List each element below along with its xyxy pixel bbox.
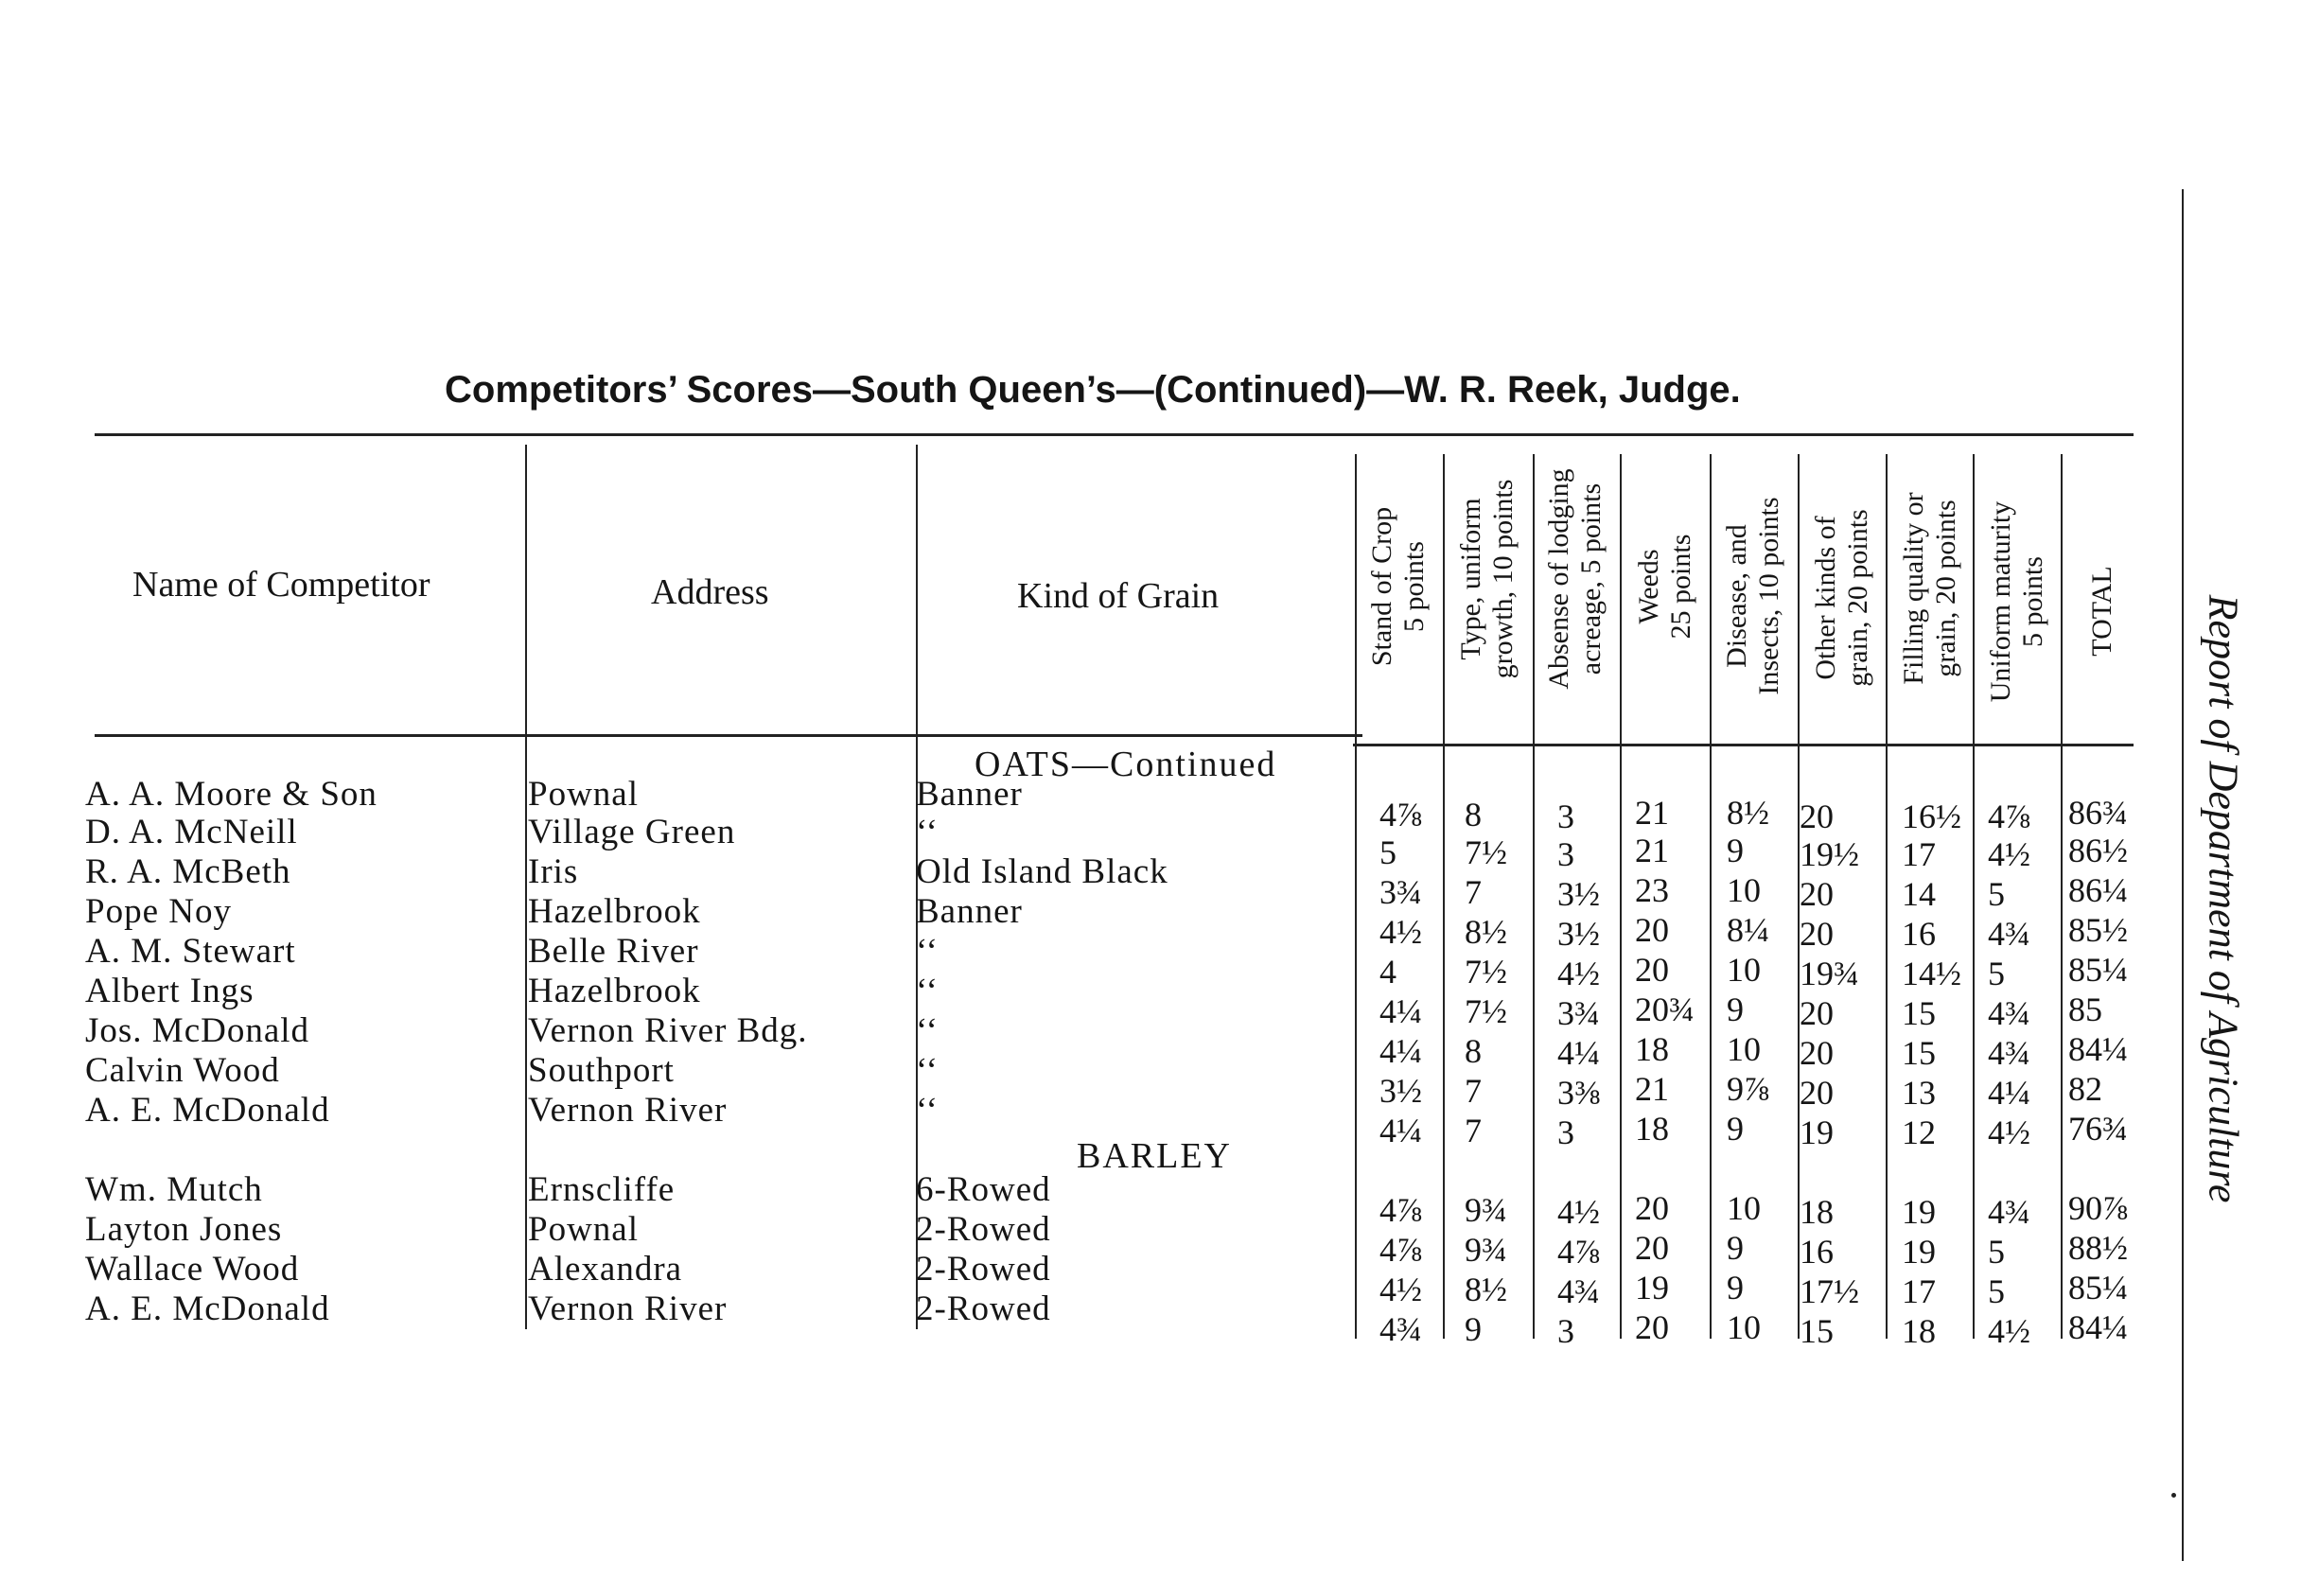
cell-score: 4¾ xyxy=(1379,1310,1422,1348)
cell-kind: Banner xyxy=(916,892,1023,931)
cell-address: Hazelbrook xyxy=(528,972,701,1010)
cell-score: 21 xyxy=(1635,794,1669,832)
cell-address: Village Green xyxy=(528,813,736,851)
cell-score: 85¼ xyxy=(2068,1269,2128,1307)
cell-score: 4½ xyxy=(1988,835,2030,873)
cell-kind: 6-Rowed xyxy=(916,1170,1051,1209)
cell-score: 14½ xyxy=(1902,955,1961,992)
cell-score: 17 xyxy=(1902,1272,1936,1310)
cell-address: Ernscliffe xyxy=(528,1170,676,1209)
cell-score: 4¼ xyxy=(1379,1032,1422,1070)
cell-score: 3 xyxy=(1557,1114,1574,1151)
cell-score: 19¾ xyxy=(1800,955,1859,992)
cell-score: 3¾ xyxy=(1379,873,1422,911)
cell-score: 20 xyxy=(1800,875,1834,913)
table-row xyxy=(0,1090,2301,1151)
cell-score: 9 xyxy=(1727,832,1744,869)
cell-kind: 2-Rowed xyxy=(916,1250,1051,1289)
cell-score: 15 xyxy=(1902,1034,1936,1072)
cell-score: 4⅞ xyxy=(1379,1191,1422,1229)
cell-score: 10 xyxy=(1727,1308,1761,1346)
cell-score: 20¾ xyxy=(1635,991,1695,1028)
table-header-rule-scores xyxy=(1353,744,2134,746)
header-absense-of-lodging: Absense of lodging acreage, 5 points xyxy=(1543,468,1607,690)
cell-score: 8¼ xyxy=(1727,911,1769,949)
cell-score: 5 xyxy=(1988,875,2005,913)
table-header-rule xyxy=(95,734,1362,737)
cell-score: 4½ xyxy=(1557,955,1600,992)
cell-score: 3½ xyxy=(1557,875,1600,913)
cell-score: 20 xyxy=(1800,915,1834,953)
cell-score: 7½ xyxy=(1465,833,1507,871)
header-disease-and-insects: Disease, and Insects, 10 points xyxy=(1721,497,1784,695)
cell-address: Alexandra xyxy=(528,1250,683,1289)
cell-score: 19 xyxy=(1902,1193,1936,1231)
cell-score: 19 xyxy=(1800,1114,1834,1151)
cell-score: 3½ xyxy=(1379,1072,1422,1110)
cell-score: 4¾ xyxy=(1988,915,2030,953)
cell-score: 5 xyxy=(1379,833,1396,871)
cell-score: 82 xyxy=(2068,1070,2102,1108)
cell-score: 4¼ xyxy=(1379,1112,1422,1149)
header-total: TOTAL xyxy=(2086,566,2117,657)
cell-score: 4¼ xyxy=(1557,1034,1600,1072)
cell-score: 9 xyxy=(1727,1110,1744,1148)
cell-address: Pownal xyxy=(528,775,639,814)
cell-kind: ‘‘ xyxy=(916,1011,939,1050)
cell-name: A. M. Stewart xyxy=(85,932,296,971)
cell-kind: ‘‘ xyxy=(916,1091,939,1130)
cell-name: Pope Noy xyxy=(85,892,232,931)
page-title: Competitors’ Scores—South Queen’s—(Continued)—W. R. Reek, Judge. xyxy=(445,369,1741,411)
cell-score: 20 xyxy=(1635,1189,1669,1227)
cell-score: 4½ xyxy=(1379,913,1422,951)
cell-score: 20 xyxy=(1800,994,1834,1032)
cell-score: 3 xyxy=(1557,1312,1574,1350)
cell-score: 19½ xyxy=(1800,835,1859,873)
cell-score: 10 xyxy=(1727,871,1761,909)
header-stand-of-crop: Stand of Crop 5 points xyxy=(1366,506,1430,667)
cell-name: A. A. Moore & Son xyxy=(85,775,378,814)
cell-address: Pownal xyxy=(528,1210,639,1249)
cell-score: 4⅞ xyxy=(1379,796,1422,833)
cell-score: 21 xyxy=(1635,1070,1669,1108)
cell-name: Calvin Wood xyxy=(85,1051,280,1090)
cell-score: 8½ xyxy=(1727,794,1769,832)
cell-address: Vernon River xyxy=(528,1289,728,1328)
cell-score: 9 xyxy=(1465,1310,1482,1348)
cell-address: Vernon River Bdg. xyxy=(528,1011,808,1050)
cell-score: 9 xyxy=(1727,1269,1744,1307)
cell-score: 84¼ xyxy=(2068,1030,2128,1068)
cell-score: 20 xyxy=(1800,1034,1834,1072)
cell-score: 12 xyxy=(1902,1114,1936,1151)
cell-address: Belle River xyxy=(528,932,699,971)
cell-score: 17½ xyxy=(1800,1272,1859,1310)
header-type-uniform-growth: Type, uniform growth, 10 points xyxy=(1455,479,1519,679)
cell-score: 16½ xyxy=(1902,798,1961,835)
cell-score: 17 xyxy=(1902,835,1936,873)
cell-address: Iris xyxy=(528,852,579,891)
header-weeds: Weeds 25 points xyxy=(1633,534,1696,640)
cell-kind: Old Island Black xyxy=(916,852,1168,891)
cell-score: 86¼ xyxy=(2068,871,2128,909)
cell-score: 90⅞ xyxy=(2068,1189,2128,1227)
cell-score: 15 xyxy=(1800,1312,1834,1350)
cell-score: 20 xyxy=(1635,911,1669,949)
cell-score: 86½ xyxy=(2068,832,2128,869)
cell-score: 4⅞ xyxy=(1379,1231,1422,1269)
cell-score: 21 xyxy=(1635,832,1669,869)
cell-score: 23 xyxy=(1635,871,1669,909)
cell-score: 7½ xyxy=(1465,953,1507,991)
margin-dot xyxy=(2171,1493,2176,1498)
cell-score: 3 xyxy=(1557,835,1574,873)
cell-score: 85 xyxy=(2068,991,2102,1028)
cell-score: 85½ xyxy=(2068,911,2128,949)
cell-score: 20 xyxy=(1635,1229,1669,1267)
cell-score: 8 xyxy=(1465,1032,1482,1070)
cell-score: 4¾ xyxy=(1988,1193,2030,1231)
cell-score: 9¾ xyxy=(1465,1191,1507,1229)
cell-score: 4½ xyxy=(1379,1271,1422,1308)
header-other-kinds-of-grain: Other kinds of grain, 20 points xyxy=(1810,509,1873,687)
cell-score: 18 xyxy=(1635,1110,1669,1148)
cell-score: 4¾ xyxy=(1557,1272,1600,1310)
cell-score: 20 xyxy=(1635,1308,1669,1346)
cell-score: 7 xyxy=(1465,1072,1482,1110)
cell-score: 9 xyxy=(1727,991,1744,1028)
cell-score: 7 xyxy=(1465,1112,1482,1149)
cell-score: 4½ xyxy=(1988,1114,2030,1151)
cell-score: 3½ xyxy=(1557,915,1600,953)
cell-score: 84¼ xyxy=(2068,1308,2128,1346)
cell-score: 13 xyxy=(1902,1074,1936,1112)
cell-score: 16 xyxy=(1902,915,1936,953)
header-filling-quality: Filling quality or grain, 20 points xyxy=(1898,492,1961,685)
cell-score: 20 xyxy=(1800,1074,1834,1112)
cell-score: 3¾ xyxy=(1557,994,1600,1032)
cell-score: 19 xyxy=(1902,1233,1936,1271)
cell-kind: ‘‘ xyxy=(916,1051,939,1090)
section-label-oats: OATS—Continued xyxy=(975,745,1277,784)
cell-score: 18 xyxy=(1902,1312,1936,1350)
cell-score: 14 xyxy=(1902,875,1936,913)
section-label-barley: BARLEY xyxy=(1077,1136,1232,1176)
cell-address: Vernon River xyxy=(528,1091,728,1130)
cell-score: 4⅞ xyxy=(1557,1233,1600,1271)
cell-kind: ‘‘ xyxy=(916,932,939,971)
cell-name: Albert Ings xyxy=(85,972,255,1010)
cell-address: Hazelbrook xyxy=(528,892,701,931)
cell-score: 15 xyxy=(1902,994,1936,1032)
side-running-title: Report of Department of Agriculture xyxy=(2200,594,2247,1203)
cell-address: Southport xyxy=(528,1051,675,1090)
cell-score: 88½ xyxy=(2068,1229,2128,1267)
table-row xyxy=(0,1289,2301,1350)
cell-name: R. A. McBeth xyxy=(85,852,291,891)
header-address: Address xyxy=(651,572,769,612)
cell-name: Wallace Wood xyxy=(85,1250,300,1289)
cell-score: 4¾ xyxy=(1988,994,2030,1032)
cell-name: Jos. McDonald xyxy=(85,1011,310,1050)
cell-score: 5 xyxy=(1988,955,2005,992)
cell-score: 10 xyxy=(1727,1189,1761,1227)
cell-kind: Banner xyxy=(916,775,1023,814)
cell-name: A. E. McDonald xyxy=(85,1289,330,1328)
cell-score: 9 xyxy=(1727,1229,1744,1267)
cell-score: 86¾ xyxy=(2068,794,2128,832)
cell-score: 20 xyxy=(1800,798,1834,835)
cell-score: 5 xyxy=(1988,1233,2005,1271)
cell-score: 9⅞ xyxy=(1727,1070,1769,1108)
cell-score: 85¼ xyxy=(2068,951,2128,989)
cell-kind: ‘‘ xyxy=(916,813,939,851)
cell-kind: 2-Rowed xyxy=(916,1289,1051,1328)
cell-score: 4 xyxy=(1379,953,1396,991)
header-kind: Kind of Grain xyxy=(1017,576,1220,616)
cell-score: 4½ xyxy=(1557,1193,1600,1231)
cell-score: 18 xyxy=(1800,1193,1834,1231)
cell-score: 5 xyxy=(1988,1272,2005,1310)
cell-score: 7 xyxy=(1465,873,1482,911)
cell-score: 8½ xyxy=(1465,913,1507,951)
cell-score: 8½ xyxy=(1465,1271,1507,1308)
cell-name: Layton Jones xyxy=(85,1210,283,1249)
cell-name: D. A. McNeill xyxy=(85,813,298,851)
header-uniform-maturity: Uniform maturity 5 points xyxy=(1985,500,2048,703)
cell-score: 3⅜ xyxy=(1557,1074,1600,1112)
cell-score: 10 xyxy=(1727,1030,1761,1068)
cell-name: Wm. Mutch xyxy=(85,1170,263,1209)
cell-score: 4½ xyxy=(1988,1312,2030,1350)
cell-kind: 2-Rowed xyxy=(916,1210,1051,1249)
cell-score: 4¼ xyxy=(1379,992,1422,1030)
cell-score: 4¼ xyxy=(1988,1074,2030,1112)
cell-score: 4¾ xyxy=(1988,1034,2030,1072)
cell-score: 3 xyxy=(1557,798,1574,835)
cell-score: 7½ xyxy=(1465,992,1507,1030)
cell-score: 20 xyxy=(1635,951,1669,989)
cell-score: 10 xyxy=(1727,951,1761,989)
cell-score: 19 xyxy=(1635,1269,1669,1307)
cell-kind: ‘‘ xyxy=(916,972,939,1010)
cell-name: A. E. McDonald xyxy=(85,1091,330,1130)
header-name: Name of Competitor xyxy=(132,565,430,605)
table-top-rule xyxy=(95,433,2134,436)
cell-score: 8 xyxy=(1465,796,1482,833)
cell-score: 4⅞ xyxy=(1988,798,2030,835)
cell-score: 9¾ xyxy=(1465,1231,1507,1269)
cell-score: 16 xyxy=(1800,1233,1834,1271)
cell-score: 18 xyxy=(1635,1030,1669,1068)
cell-score: 76¾ xyxy=(2068,1110,2128,1148)
